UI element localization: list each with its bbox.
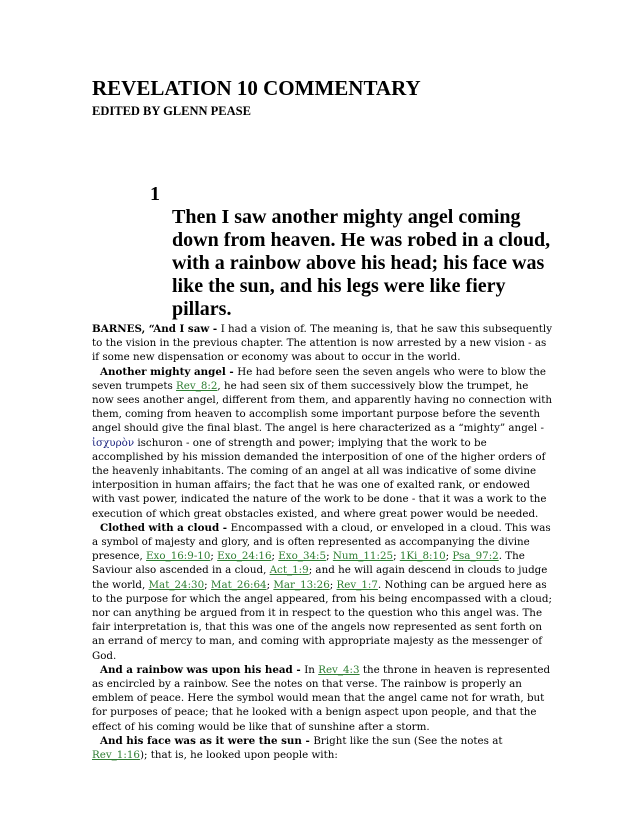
paragraph-text: . The Saviour also ascended in a cloud, (92, 550, 525, 577)
paragraph-text: ); that is, he looked upon people with: (139, 749, 338, 762)
separator: ; (271, 550, 279, 563)
scripture-link[interactable]: Psa_97:2 (452, 550, 499, 563)
separator: ; (329, 578, 337, 591)
paragraph-text: the throne in heaven is represented as encircled by a rainbow. See the notes on that verse. The rainbow is properly an emblem of peace. Here the symbol would mean that the angel came not for wrath, but for purposes of peace; that he looked with a benign aspect upon people, and that the effect of his coming would be like that of sunshine after a storm. (92, 663, 551, 733)
separator: ; (393, 550, 400, 563)
paragraph-label: BARNES, “And I saw - (92, 323, 221, 335)
scripture-link[interactable]: 1Ki_8:10 (399, 550, 446, 563)
transliteration: ischuron (134, 436, 183, 449)
paragraph-label: And a rainbow was upon his head - (100, 663, 305, 676)
paragraph-label: Clothed with a cloud - (100, 521, 231, 534)
paragraph-rainbow (92, 663, 552, 734)
separator: ; (210, 550, 218, 563)
scripture-link[interactable]: Act_1:9 (269, 564, 309, 577)
paragraph-text: ; and he will again descend in clouds to judge the world, (92, 564, 548, 591)
paragraph-and-i-saw (92, 322, 552, 365)
separator: ; (445, 550, 453, 563)
scripture-link[interactable]: Exo_24:16 (217, 550, 272, 563)
paragraph-text: Encompassed with a cloud, or enveloped in a cloud. This was a symbol of majesty and glory, and is often represented as accompanying the divine presence, (92, 521, 551, 563)
paragraph-text: He had before seen the seven angels who were to blow the seven trumpets (92, 365, 546, 392)
scripture-link[interactable]: Rev_1:16 (92, 749, 140, 762)
scripture-link[interactable]: Exo_16:9-10 (146, 550, 211, 563)
scripture-link[interactable]: Rev_4:3 (318, 663, 360, 676)
paragraph-text: - one of strength and power; implying that the work to be accomplished by his mission demanded the interposition of one of the higher orders of the heavenly inhabitants. The coming of an angel at all was indicative of some divine interposition in human affairs; the fact that he was one of exalted rank, or endowed with vast power, indicated the nature of the work to be done - that it was a work to the execution of which great obstacles existed, and where great power would be needed. (92, 436, 547, 520)
scripture-link-group (146, 550, 499, 562)
document-subtitle: EDITED BY GLENN PEASE (92, 104, 251, 118)
scripture-link[interactable]: Rev_1:7 (336, 578, 378, 591)
scripture-link[interactable]: Rev_8:2 (176, 379, 218, 392)
verse-text: Then I saw another mighty angel coming down from heaven. He was robed in a cloud, with a rainbow above his head; his face was like the sun, and his legs were like fiery pillars. (172, 206, 551, 320)
scripture-link[interactable]: Mar_13:26 (273, 578, 330, 591)
greek-word: ἰσχυρὸν (92, 436, 135, 449)
scripture-link[interactable]: Mat_26:64 (210, 578, 267, 591)
paragraph-text: I had a vision of. The meaning is, that he saw this subsequently to the vision in the previous chapter. The attention is now arrested by a new vision - as if some new dispensation or economy was about to occur in the world. (92, 323, 553, 364)
scripture-link[interactable]: Num_11:25 (332, 550, 394, 563)
paragraph-label: And his face was as it were the sun - (100, 734, 314, 747)
paragraph-label: Another mighty angel - (100, 365, 238, 378)
paragraph-mighty-angel (92, 365, 552, 521)
document-title: REVELATION 10 COMMENTARY (92, 76, 421, 100)
paragraph-text: Bright like the sun (See the notes at (313, 734, 503, 747)
verse-number: 1 (150, 183, 160, 205)
scripture-link-group (149, 579, 378, 591)
separator: ; (326, 550, 333, 563)
paragraph-face-sun (92, 734, 552, 762)
separator: ; (204, 578, 211, 591)
paragraph-text: . Nothing can be argued here as to the purpose for which the angel appeared, from his being encompassed with a cloud; nor can anything be argued from it in respect to the question who this angel was. The fair interpretation is, that this was one of the angels now represented as sent forth on an errand of mercy to man, and coming with appropriate majesty as the messenger of God. (92, 578, 552, 662)
paragraph-text: In (304, 663, 319, 676)
paragraph-text: , he had seen six of them successively blow the trumpet, he now sees another angel, different from them, and apparently having no connection with them, coming from heaven to accomplish some important purpose before the seventh angel should give the final blast. The angel is here characterized as a “mighty” angel - (92, 379, 553, 435)
separator: ; (266, 578, 274, 591)
scripture-link[interactable]: Mat_24:30 (148, 578, 205, 591)
paragraph-clothed-cloud (92, 521, 552, 663)
scripture-link[interactable]: Exo_34:5 (278, 550, 327, 563)
commentary-body (92, 322, 552, 762)
